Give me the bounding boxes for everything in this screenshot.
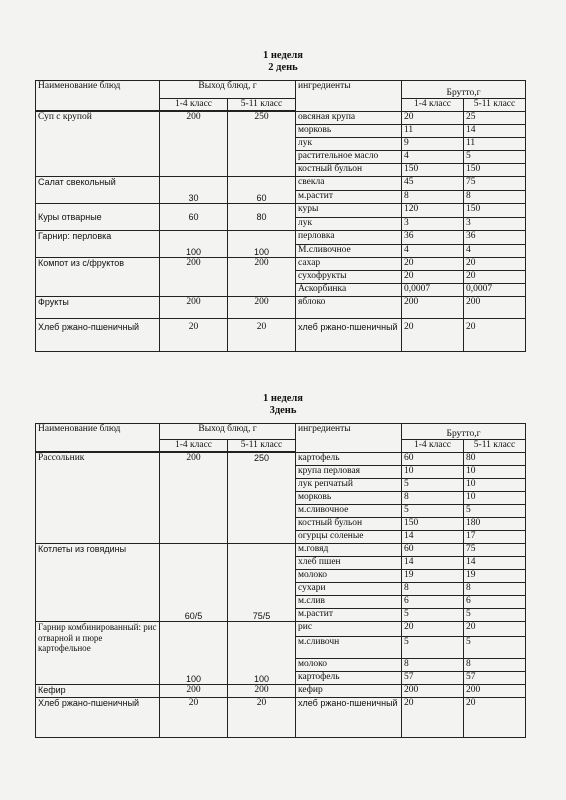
- dish-name: Салат свекольный: [36, 177, 160, 204]
- gross-5-11: 20: [464, 319, 526, 352]
- ingredient: свекла: [296, 177, 402, 191]
- gross-5-11: 17: [464, 531, 526, 544]
- ingredient: лук репчатый: [296, 479, 402, 492]
- ingredient: картофель: [296, 453, 402, 466]
- gross-1-4: 57: [402, 672, 464, 685]
- ingredient: м.сливочн: [296, 637, 402, 659]
- gross-5-11: 11: [464, 138, 526, 151]
- gross-1-4: 9: [402, 138, 464, 151]
- header-gross: Брутто,г: [402, 81, 526, 99]
- output-5-11: 80: [228, 204, 296, 231]
- ingredient: хлеб пшен: [296, 557, 402, 570]
- gross-5-11: 200: [464, 685, 526, 698]
- gross-5-11: 150: [464, 164, 526, 177]
- header-output: Выход блюд, г: [160, 424, 296, 440]
- ingredient: яблоко: [296, 297, 402, 319]
- gross-5-11: 20: [464, 271, 526, 284]
- gross-1-4: 20: [402, 698, 464, 738]
- output-5-11: 200: [228, 258, 296, 297]
- ingredient: рис: [296, 622, 402, 637]
- week-heading-2: 1 неделя: [263, 393, 303, 404]
- output-1-4: 100: [160, 231, 228, 258]
- ingredient: молоко: [296, 659, 402, 672]
- gross-1-4: 20: [402, 271, 464, 284]
- ingredient: крупа перловая: [296, 466, 402, 479]
- gross-1-4: 8: [402, 583, 464, 596]
- header-dish: Наименование блюд: [36, 81, 160, 111]
- ingredient: м.говяд: [296, 544, 402, 557]
- gross-1-4: 4: [402, 151, 464, 164]
- gross-1-4: 8: [402, 191, 464, 204]
- gross-5-11: 75: [464, 177, 526, 191]
- dish-name: Суп с крупой: [36, 112, 160, 177]
- output-1-4: 20: [160, 319, 228, 352]
- output-1-4: 200: [160, 685, 228, 698]
- gross-5-11: 5: [464, 609, 526, 622]
- ingredient: костный бульон: [296, 518, 402, 531]
- gross-5-11: 10: [464, 492, 526, 505]
- gross-1-4: 3: [402, 218, 464, 231]
- gross-1-4: 200: [402, 297, 464, 319]
- gross-1-4: 20: [402, 258, 464, 271]
- header-gross-5-11: 5-11 класс: [464, 440, 526, 453]
- gross-1-4: 200: [402, 685, 464, 698]
- output-1-4: 30: [160, 177, 228, 204]
- header-class-5-11: 5-11 класс: [228, 440, 296, 452]
- gross-1-4: 10: [402, 466, 464, 479]
- ingredient: сухари: [296, 583, 402, 596]
- ingredient: морковь: [296, 125, 402, 138]
- gross-5-11: 5: [464, 505, 526, 518]
- gross-1-4: 6: [402, 596, 464, 609]
- ingredient: костный бульон: [296, 164, 402, 177]
- gross-1-4: 4: [402, 245, 464, 258]
- ingredient: сахар: [296, 258, 402, 271]
- header-class-1-4: 1-4 класс: [160, 99, 228, 111]
- ingredient: растительное масло: [296, 151, 402, 164]
- dish-name: Хлеб ржано-пшеничный: [36, 698, 160, 738]
- week-heading-1: 1 неделя: [263, 50, 303, 61]
- dish-name: Куры отварные: [36, 204, 160, 231]
- gross-1-4: 60: [402, 453, 464, 466]
- output-1-4: 200: [160, 112, 228, 177]
- gross-1-4: 11: [402, 125, 464, 138]
- output-1-4: 60: [160, 204, 228, 231]
- gross-1-4: 5: [402, 479, 464, 492]
- dish-name: Рассольник: [36, 453, 160, 544]
- gross-5-11: 8: [464, 583, 526, 596]
- gross-5-11: 19: [464, 570, 526, 583]
- header-ingredients: ингредиенты: [296, 424, 402, 453]
- ingredient: сухофрукты: [296, 271, 402, 284]
- gross-5-11: 0,0007: [464, 284, 526, 297]
- dish-name: Компот из с/фруктов: [36, 258, 160, 297]
- ingredient: куры: [296, 204, 402, 218]
- output-5-11: 200: [228, 685, 296, 698]
- menu-table-day-3: [35, 423, 526, 738]
- dish-name: Кефир: [36, 685, 160, 698]
- gross-1-4: 60: [402, 544, 464, 557]
- output-1-4: 20: [160, 698, 228, 738]
- dish-name: Гарнир комбинированный: рис отварной и пюре картофельное: [36, 622, 160, 685]
- header-gross-1-4: 1-4 класс: [402, 440, 464, 453]
- output-5-11: 250: [228, 112, 296, 177]
- day-heading-1: 2 день: [268, 62, 298, 73]
- dish-name: Гарнир: перловка: [36, 231, 160, 258]
- gross-5-11: 200: [464, 297, 526, 319]
- gross-5-11: 20: [464, 258, 526, 271]
- gross-1-4: 8: [402, 659, 464, 672]
- gross-1-4: 5: [402, 609, 464, 622]
- output-1-4: 200: [160, 453, 228, 544]
- gross-5-11: 4: [464, 245, 526, 258]
- gross-5-11: 20: [464, 622, 526, 637]
- output-5-11: 200: [228, 297, 296, 319]
- ingredient: хлеб ржано-пшеничный: [296, 319, 402, 352]
- gross-1-4: 19: [402, 570, 464, 583]
- dish-name: Котлеты из говядины: [36, 544, 160, 622]
- gross-5-11: 5: [464, 151, 526, 164]
- output-5-11: 250: [228, 453, 296, 544]
- output-5-11: 75/5: [228, 544, 296, 622]
- dish-name: Хлеб ржано-пшеничный: [36, 319, 160, 352]
- gross-1-4: 20: [402, 112, 464, 125]
- ingredient: м.слив: [296, 596, 402, 609]
- ingredient: лук: [296, 218, 402, 231]
- output-5-11: 100: [228, 622, 296, 685]
- gross-5-11: 25: [464, 112, 526, 125]
- gross-5-11: 3: [464, 218, 526, 231]
- gross-5-11: 36: [464, 231, 526, 245]
- header-output: Выход блюд, г: [160, 81, 296, 99]
- ingredient: морковь: [296, 492, 402, 505]
- menu-table-day-2: [35, 80, 526, 352]
- gross-5-11: 20: [464, 698, 526, 738]
- gross-5-11: 57: [464, 672, 526, 685]
- gross-5-11: 14: [464, 125, 526, 138]
- gross-5-11: 80: [464, 453, 526, 466]
- ingredient: кефир: [296, 685, 402, 698]
- gross-1-4: 36: [402, 231, 464, 245]
- output-5-11: 60: [228, 177, 296, 204]
- gross-1-4: 45: [402, 177, 464, 191]
- gross-5-11: 5: [464, 637, 526, 659]
- output-5-11: 20: [228, 698, 296, 738]
- output-1-4: 200: [160, 297, 228, 319]
- gross-1-4: 0,0007: [402, 284, 464, 297]
- ingredient: м.сливочное: [296, 505, 402, 518]
- gross-5-11: 150: [464, 204, 526, 218]
- ingredient: овсяная крупа: [296, 112, 402, 125]
- header-ingredients: ингредиенты: [296, 81, 402, 112]
- ingredient: огурцы соленые: [296, 531, 402, 544]
- output-1-4: 60/5: [160, 544, 228, 622]
- ingredient: М.сливочное: [296, 245, 402, 258]
- gross-1-4: 14: [402, 531, 464, 544]
- ingredient: Аскорбинка: [296, 284, 402, 297]
- output-1-4: 100: [160, 622, 228, 685]
- gross-1-4: 14: [402, 557, 464, 570]
- gross-1-4: 8: [402, 492, 464, 505]
- ingredient: лук: [296, 138, 402, 151]
- gross-1-4: 120: [402, 204, 464, 218]
- header-class-1-4: 1-4 класс: [160, 440, 228, 452]
- header-dish: Наименование блюд: [36, 424, 160, 452]
- gross-5-11: 10: [464, 466, 526, 479]
- gross-1-4: 20: [402, 622, 464, 637]
- dish-name: Фрукты: [36, 297, 160, 319]
- gross-5-11: 10: [464, 479, 526, 492]
- header-class-5-11: 5-11 класс: [228, 99, 296, 111]
- ingredient: м.растит: [296, 609, 402, 622]
- gross-5-11: 75: [464, 544, 526, 557]
- ingredient: хлеб ржано-пшеничный: [296, 698, 402, 738]
- output-5-11: 20: [228, 319, 296, 352]
- ingredient: молоко: [296, 570, 402, 583]
- gross-1-4: 150: [402, 518, 464, 531]
- gross-5-11: 6: [464, 596, 526, 609]
- output-5-11: 100: [228, 231, 296, 258]
- ingredient: м.растит: [296, 191, 402, 204]
- gross-1-4: 5: [402, 505, 464, 518]
- header-gross-1-4: 1-4 класс: [402, 99, 464, 112]
- gross-5-11: 8: [464, 191, 526, 204]
- ingredient: перловка: [296, 231, 402, 245]
- gross-1-4: 150: [402, 164, 464, 177]
- output-1-4: 200: [160, 258, 228, 297]
- gross-5-11: 8: [464, 659, 526, 672]
- day-heading-2: 3день: [269, 405, 297, 416]
- header-gross-5-11: 5-11 класс: [464, 99, 526, 112]
- gross-1-4: 5: [402, 637, 464, 659]
- header-gross: Брутто,г: [402, 424, 526, 440]
- gross-5-11: 180: [464, 518, 526, 531]
- ingredient: картофель: [296, 672, 402, 685]
- gross-5-11: 14: [464, 557, 526, 570]
- gross-1-4: 20: [402, 319, 464, 352]
